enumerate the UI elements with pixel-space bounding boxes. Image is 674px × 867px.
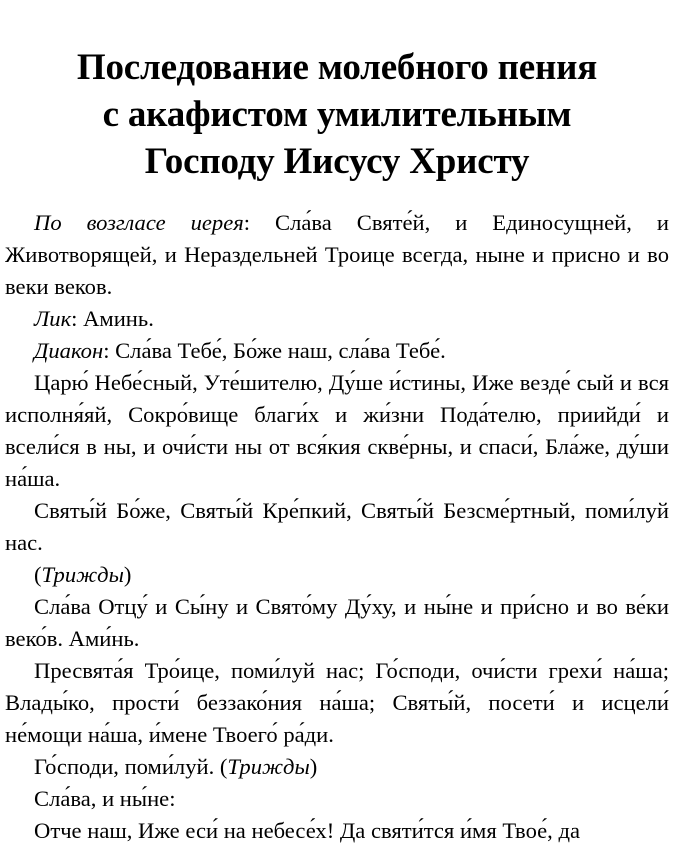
paragraph-text: : Сла́ва Тебе́, Бо́же наш, сла́ва Тебе́. — [103, 338, 446, 363]
paragraph-text: Го́споди, поми́луй. ( — [34, 754, 228, 779]
paragraph-choir — [5, 303, 669, 335]
rubric-close: ) — [123, 562, 132, 587]
paragraph-text: : Сла́ва Святе́й, и Единосущней, и Животворящей, и Нераздельней Троице всегда, ныне и присно и во веки веков. — [5, 210, 669, 299]
paragraph-holy-trinity — [5, 655, 669, 751]
title-line-3: Господу Иисусу Христу — [144, 141, 530, 182]
rubric-note: Трижды — [227, 754, 310, 779]
paragraph-glory — [5, 591, 669, 655]
paragraph-text: Сла́ва Отцу́ и Сы́ну и Свято́му Ду́ху, и ны́не и при́сно и во ве́ки веко́в. Ами́нь. — [5, 594, 669, 651]
role-label: По возгласе иерея — [34, 210, 244, 235]
rubric-open: ( — [34, 562, 42, 587]
paragraph-deacon — [5, 335, 669, 367]
paragraph-glory-now — [5, 783, 669, 815]
page-title — [5, 44, 669, 185]
role-label: Диакон — [34, 338, 104, 363]
rubric-note: Трижды — [41, 562, 124, 587]
paragraph-text: Святы́й Бо́же, Святы́й Кре́пкий, Святы́й Безсме́ртный, поми́луй нас. — [5, 498, 669, 555]
paragraph-heavenly-king — [5, 367, 669, 495]
paragraph-text: Сла́ва, и ны́не: — [34, 786, 176, 811]
paragraph-trisagion — [5, 495, 669, 559]
paragraph-text: Царю́ Небе́сный, Уте́шителю, Ду́ше и́стины, Иже везде́ сый и вся исполня́яй, Сокро́вище благи́х и жи́зни Пода́телю, приийди́ и всели́ся в ны, и очи́сти ны от вся́кия скве́рны, и спаси́, Бла́же, ду́ши на́ша. — [5, 370, 669, 491]
paragraph-our-father — [5, 815, 669, 847]
paragraph-text: : Аминь. — [71, 306, 154, 331]
paragraph-lord-have-mercy — [5, 751, 669, 783]
paragraph-exclamation — [5, 207, 669, 303]
paragraph-text: Отче наш, Иже еси́ на небесе́х! Да святи́тся и́мя Твое́, да — [34, 818, 580, 843]
title-line-1: Последование молебного пения — [76, 47, 598, 88]
document-body — [5, 207, 669, 847]
title-line-2: с акафистом умилительным — [102, 94, 572, 135]
paragraph-rubric-thrice — [5, 559, 669, 591]
rubric-close: ) — [309, 754, 318, 779]
page — [5, 0, 669, 847]
paragraph-text: Пресвята́я Тро́ице, поми́луй нас; Го́споди, очи́сти грехи́ на́ша; Влады́ко, прости́ беззако́ния на́ша; Святы́й, посети́ и исцели́ не́мощи на́ша, и́мене Твоего́ ра́ди. — [5, 658, 669, 747]
role-label: Лик — [34, 306, 72, 331]
